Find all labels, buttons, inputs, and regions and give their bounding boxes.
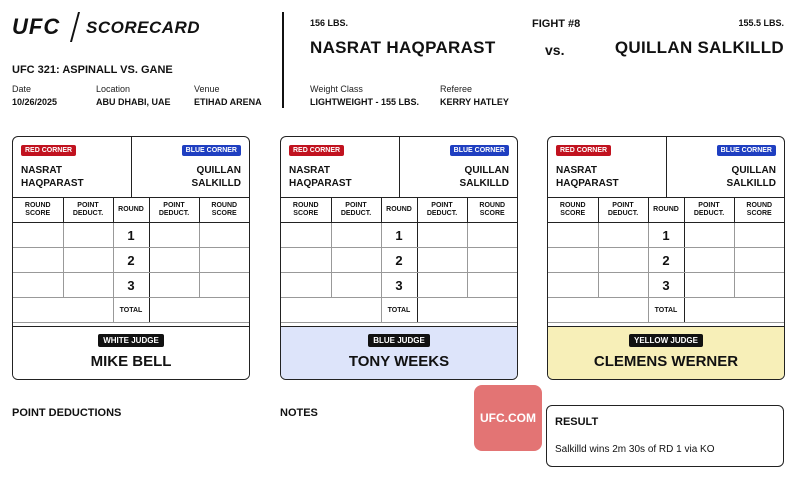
red-point-deduct[interactable] [598,273,648,298]
blue-total[interactable] [684,298,784,323]
header-split [399,137,400,197]
red-total[interactable] [281,298,381,323]
round-number: 1 [113,223,149,248]
red-round-score[interactable] [281,223,331,248]
red-point-deduct[interactable] [598,223,648,248]
red-first-name: NASRAT [289,165,330,176]
header-divider [282,12,284,108]
venue-value: ETIHAD ARENA [194,97,262,107]
round-score-header: ROUND SCORE [199,198,249,223]
red-first-name: NASRAT [556,165,597,176]
blue-round-score[interactable] [467,273,517,298]
card-header [548,137,784,198]
judge-name: MIKE BELL [90,353,172,370]
red-fighter [289,164,352,190]
blue-corner-badge: BLUE CORNER [717,145,776,156]
blue-round-score[interactable] [199,273,249,298]
score-grid [548,197,784,323]
ufc-com-badge[interactable]: UFC.COM [474,385,542,451]
red-point-deduct[interactable] [331,273,381,298]
blue-fighter [727,164,776,190]
round-row [281,248,517,273]
judge-badge: YELLOW JUDGE [629,334,703,347]
blue-first-name: QUILLAN [196,165,241,176]
point-deduct-header: POINT DEDUCT. [149,198,199,223]
round-number: 2 [113,248,149,273]
blue-round-score[interactable] [199,248,249,273]
scorecard-title: SCORECARD [86,18,201,37]
red-round-score[interactable] [13,223,63,248]
total-label: TOTAL [648,298,684,323]
event-name: UFC 321: ASPINALL VS. GANE [12,64,173,76]
blue-round-score[interactable] [734,248,784,273]
judge-card [547,136,785,380]
ufc-logo: UFC [12,14,61,39]
grid-header [548,198,784,223]
point-deduct-header: POINT DEDUCT. [63,198,113,223]
point-deductions-heading: POINT DEDUCTIONS [12,407,122,419]
judge-card [280,136,518,380]
blue-round-score[interactable] [199,223,249,248]
round-row [281,223,517,248]
round-score-header: ROUND SCORE [467,198,517,223]
point-deduct-header: POINT DEDUCT. [417,198,467,223]
red-fighter [21,164,84,190]
grid-header [281,198,517,223]
round-header: ROUND [113,198,149,223]
red-point-deduct[interactable] [331,248,381,273]
blue-corner-badge: BLUE CORNER [182,145,241,156]
blue-point-deduct[interactable] [149,273,199,298]
blue-last-name: SALKILLD [459,178,509,189]
blue-last-name: SALKILLD [191,178,241,189]
grid-header [13,198,249,223]
red-round-score[interactable] [548,248,598,273]
point-deduct-header: POINT DEDUCT. [684,198,734,223]
point-deduct-header: POINT DEDUCT. [331,198,381,223]
blue-corner-badge: BLUE CORNER [450,145,509,156]
fight-number: FIGHT #8 [532,18,581,30]
red-round-score[interactable] [548,223,598,248]
round-number: 3 [113,273,149,298]
blue-point-deduct[interactable] [684,223,734,248]
red-last-name: HAQPARAST [289,178,352,189]
blue-fighter-name: QUILLAN SALKILLD [614,38,784,57]
blue-point-deduct[interactable] [417,248,467,273]
notes-heading: NOTES [280,407,318,419]
red-point-deduct[interactable] [331,223,381,248]
round-number: 3 [381,273,417,298]
score-grid [281,197,517,323]
score-grid [13,197,249,323]
red-fighter [556,164,619,190]
round-number: 2 [381,248,417,273]
red-round-score[interactable] [13,273,63,298]
weight-class-value: LIGHTWEIGHT - 155 LBS. [310,97,420,107]
judge-card [12,136,250,380]
red-corner-badge: RED CORNER [289,145,344,156]
result-title: RESULT [555,416,599,428]
round-row [548,273,784,298]
round-header: ROUND [381,198,417,223]
blue-round-score[interactable] [467,248,517,273]
red-round-score[interactable] [281,273,331,298]
total-row [13,298,249,323]
red-weight: 156 LBS. [310,18,349,28]
blue-fighter [460,164,509,190]
blue-point-deduct[interactable] [417,223,467,248]
red-point-deduct[interactable] [598,248,648,273]
round-header: ROUND [648,198,684,223]
blue-round-score[interactable] [734,273,784,298]
referee-value: KERRY HATLEY [440,97,509,107]
location-label: Location [96,84,131,94]
round-score-header: ROUND SCORE [548,198,598,223]
red-corner-badge: RED CORNER [21,145,76,156]
blue-total[interactable] [149,298,249,323]
round-row [13,273,249,298]
judge-box [548,326,784,380]
vs-label: vs. [545,42,565,58]
blue-point-deduct[interactable] [684,273,734,298]
blue-point-deduct[interactable] [149,248,199,273]
result-text: Salkilld wins 2m 30s of RD 1 via KO [555,444,715,455]
red-point-deduct[interactable] [63,223,113,248]
red-point-deduct[interactable] [63,248,113,273]
logo-divider [70,12,80,42]
round-row [13,248,249,273]
blue-round-score[interactable] [734,223,784,248]
card-header [281,137,517,198]
blue-first-name: QUILLAN [464,165,509,176]
red-total[interactable] [548,298,648,323]
red-round-score[interactable] [281,248,331,273]
blue-fighter [192,164,241,190]
blue-point-deduct[interactable] [417,273,467,298]
round-number: 2 [648,248,684,273]
red-round-score[interactable] [13,248,63,273]
round-row [548,248,784,273]
blue-weight: 155.5 LBS. [738,18,784,28]
round-row [13,223,249,248]
round-score-header: ROUND SCORE [13,198,63,223]
judge-badge: BLUE JUDGE [368,334,430,347]
total-label: TOTAL [113,298,149,323]
header-split [131,137,132,197]
blue-first-name: QUILLAN [731,165,776,176]
round-number: 1 [648,223,684,248]
red-corner-badge: RED CORNER [556,145,611,156]
date-value: 10/26/2025 [12,97,58,107]
location-value: ABU DHABI, UAE [96,97,171,107]
judge-badge: WHITE JUDGE [98,334,164,347]
red-total[interactable] [13,298,113,323]
card-header [13,137,249,198]
judge-name: TONY WEEKS [348,353,450,370]
red-fighter-name: NASRAT HAQPARAST [310,38,496,57]
blue-total[interactable] [417,298,517,323]
point-deduct-header: POINT DEDUCT. [598,198,648,223]
referee-label: Referee [440,84,473,94]
round-number: 3 [648,273,684,298]
round-score-header: ROUND SCORE [281,198,331,223]
venue-label: Venue [194,84,220,94]
result-box [546,405,784,467]
total-row [548,298,784,323]
weight-class-label: Weight Class [310,84,363,94]
red-last-name: HAQPARAST [21,178,84,189]
round-row [548,223,784,248]
round-score-header: ROUND SCORE [734,198,784,223]
total-label: TOTAL [381,298,417,323]
red-first-name: NASRAT [21,165,62,176]
header-split [666,137,667,197]
blue-last-name: SALKILLD [726,178,776,189]
blue-point-deduct[interactable] [684,248,734,273]
red-round-score[interactable] [548,273,598,298]
judge-box [13,326,249,380]
total-row [281,298,517,323]
round-row [281,273,517,298]
blue-point-deduct[interactable] [149,223,199,248]
judge-name: CLEMENS WERNER [593,353,739,370]
judge-box [281,326,517,380]
date-label: Date [12,84,32,94]
red-last-name: HAQPARAST [556,178,619,189]
round-number: 1 [381,223,417,248]
blue-round-score[interactable] [467,223,517,248]
red-point-deduct[interactable] [63,273,113,298]
